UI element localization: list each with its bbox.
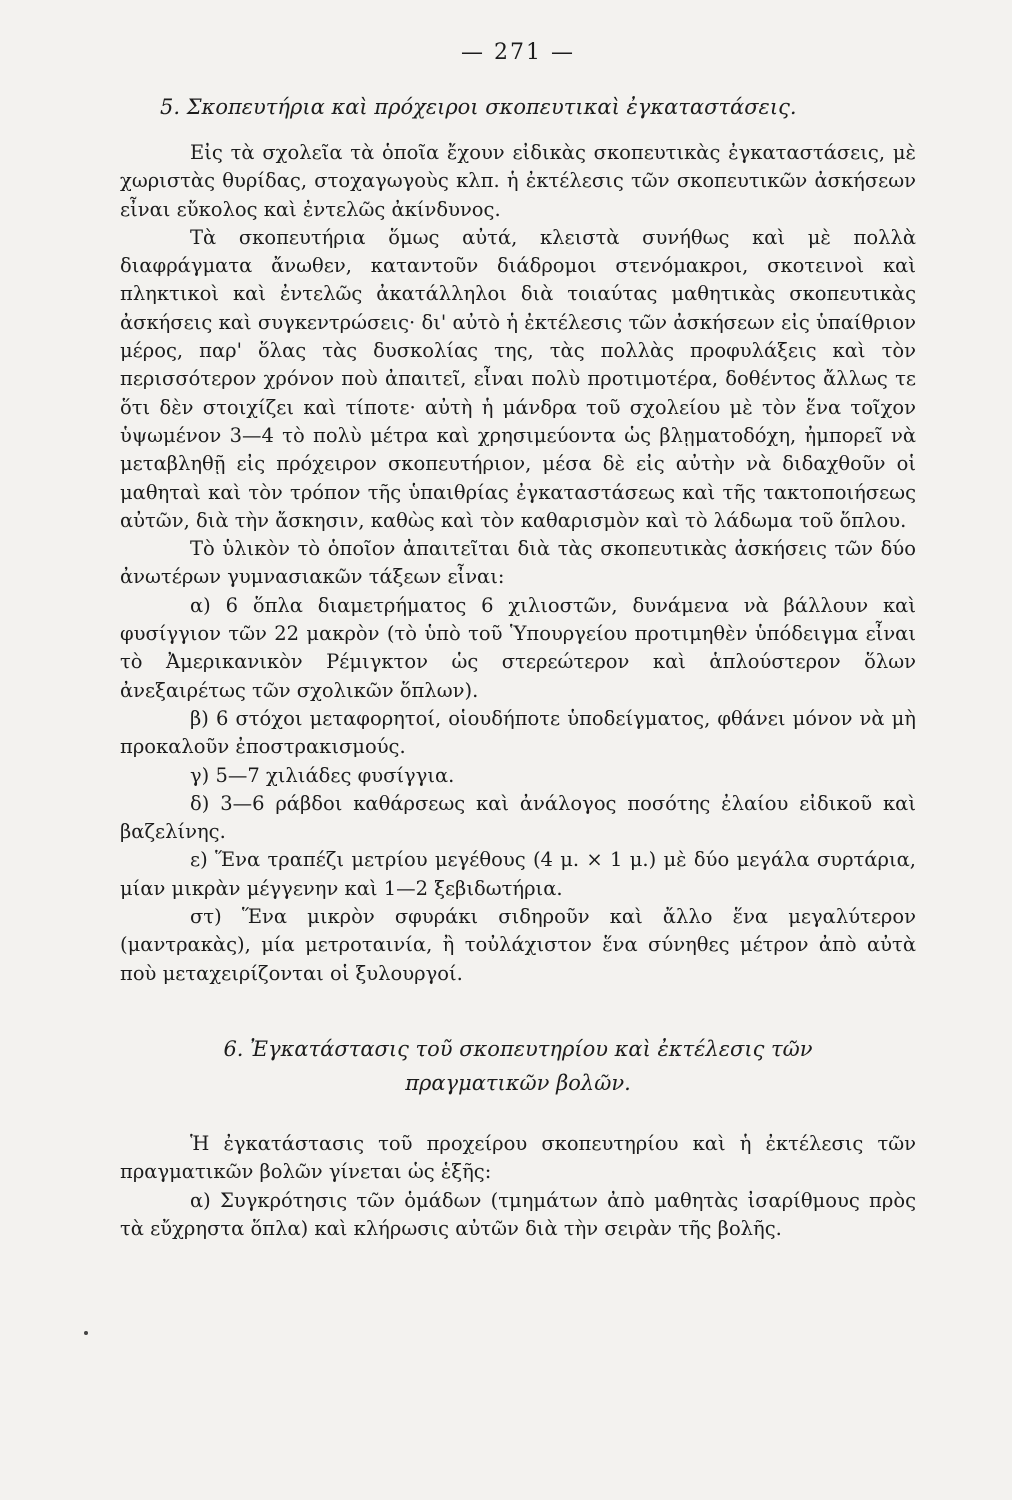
section-6-heading-line-2: πραγματικῶν βολῶν. bbox=[405, 1070, 631, 1095]
list-item: γ) 5—7 χιλιάδες φυσίγγια. bbox=[190, 763, 455, 787]
section-6-heading-line-1: 6. Ἐγκατάστασις τοῦ σκοπευτηρίου καὶ ἐκτέλεσις τῶν bbox=[223, 1036, 813, 1061]
paragraph: Εἰς τὰ σχολεῖα τὰ ὁποῖα ἔχουν εἰδικὰς σκοπευτικὰς ἐγκαταστάσεις, μὲ χωριστὰς θυρίδας, στοχαγωγοὺς κλπ. ἡ ἐκτέλεσις τῶν σκοπευτικῶν ἀσκήσεων εἶναι εὔκολος καὶ ἐντελῶς ἀκίνδυνος. bbox=[120, 141, 916, 221]
materials-list bbox=[120, 592, 916, 988]
list-item: β) 6 στόχοι μεταφορητοί, οἱουδήποτε ὑποδείγματος, φθάνει μόνον νὰ μὴ προκαλοῦν ἐποστρακισμούς. bbox=[120, 706, 916, 759]
procedure-list bbox=[120, 1187, 916, 1244]
list-item: στ) Ἕνα μικρὸν σφυράκι σιδηροῦν καὶ ἄλλο ἕνα μεγαλύτερον (μαντρακὰς), μία μετροταινία, ἢ τοὐλάχιστον ἕνα σύνηθες μέτρον ἀπὸ αὐτὰ ποὺ μεταχειρίζονται οἱ ξυλουργοί. bbox=[120, 905, 916, 985]
section-6-heading bbox=[120, 1032, 916, 1100]
paragraph: Τὸ ὑλικὸν τὸ ὁποῖον ἀπαιτεῖται διὰ τὰς σκοπευτικὰς ἀσκήσεις τῶν δύο ἀνωτέρων γυμνασιακῶν τάξεων εἶναι: bbox=[120, 537, 916, 589]
section-5-body bbox=[120, 139, 916, 592]
paragraph: Ἡ ἐγκατάστασις τοῦ προχείρου σκοπευτηρίου καὶ ἡ ἐκτέλεσις τῶν πραγματικῶν βολῶν γίνεται ὡς ἑξῆς: bbox=[120, 1131, 916, 1184]
list-item: α) Συγκρότησις τῶν ὁμάδων (τμημάτων ἀπὸ μαθητὰς ἰσαρίθμους πρὸς τὰ εὔχρηστα ὅπλα) καὶ κλήρωσις αὐτῶν διὰ τὴν σειρὰν τῆς βολῆς. bbox=[120, 1188, 916, 1240]
list-item: ε) Ἕνα τραπέζι μετρίου μεγέθους (4 μ. × 1 μ.) μὲ δύο μεγάλα συρτάρια, μίαν μικρὰν μέγγενην καὶ 1—2 ξεβιδωτήρια. bbox=[120, 848, 916, 900]
section-6-body bbox=[120, 1130, 916, 1187]
section-5-heading: 5. Σκοπευτήρια καὶ πρόχειροι σκοπευτικαὶ ἐγκαταστάσεις. bbox=[160, 95, 797, 119]
list-item: δ) 3—6 ράβδοι καθάρσεως καὶ ἀνάλογος ποσότης ἐλαίου εἰδικοῦ καὶ βαζελίνης. bbox=[120, 791, 916, 844]
paragraph: Τὰ σκοπευτήρια ὅμως αὐτά, κλειστὰ συνήθως καὶ μὲ πολλὰ διαφράγματα ἄνωθεν, καταντοῦν διάδρομοι στενόμακροι, σκοτεινοὶ καὶ πληκτικοὶ καὶ ἐντελῶς ἀκατάλληλοι διὰ τοιαύτας μαθητικὰς σκοπευτικὰς ἀσκήσεις καὶ συγκεντρώσεις· δι' αὐτὸ ἡ ἐκτέλεσις τῶν ἀσκήσεων εἰς ὑπαίθριον μέρος, παρ' ὅλας τὰς δυσκολίας της, τὰς πολλὰς προφυλάξεις καὶ τὸν περισσότερον χρόνον ποὺ ἀπαιτεῖ, εἶναι πολὺ προτιμοτέρα, δοθέντος ἄλλως τε ὅτι δὲν στοιχίζει καὶ τίποτε· αὐτὴ ἡ μάνδρα τοῦ σχολείου μὲ τὸν ἕνα τοῖχον ὑψωμένον 3—4 τὸ πολὺ μέτρα καὶ χρησιμεύοντα ὡς βλῃματοδόχη, ἠμπορεῖ νὰ μεταβληθῇ εἰς πρόχειρον σκοπευτήριον, μέσα δὲ εἰς αὐτὴν νὰ διδαχθοῦν οἱ μαθηταὶ καὶ τὸν τρόπον τῆς ὑπαιθρίας ἐγκαταστάσεως καὶ τῆς τακτοποιήσεως αὐτῶν, διὰ τὴν ἄσκησιν, καθὼς καὶ τὸν καθαρισμὸν καὶ τὸ λάδωμα τοῦ ὅπλου. bbox=[120, 225, 916, 532]
page-number: — 271 — bbox=[461, 40, 575, 65]
list-item: α) 6 ὅπλα διαμετρήματος 6 χιλιοστῶν, δυνάμενα νὰ βάλλουν καὶ φυσίγγιον τῶν 22 μακρὸν (τὸ ὑπὸ τοῦ Ὑπουργείου προτιμηθὲν ὑπόδειγμα εἶναι τὸ Ἀμερικανικὸν Ρέμιγκτον ὡς στερεώτερον καὶ ἁπλούστερον ὅλων ἀνεξαιρέτως τῶν σχολικῶν ὅπλων). bbox=[120, 593, 916, 702]
ink-speck bbox=[84, 1331, 88, 1335]
